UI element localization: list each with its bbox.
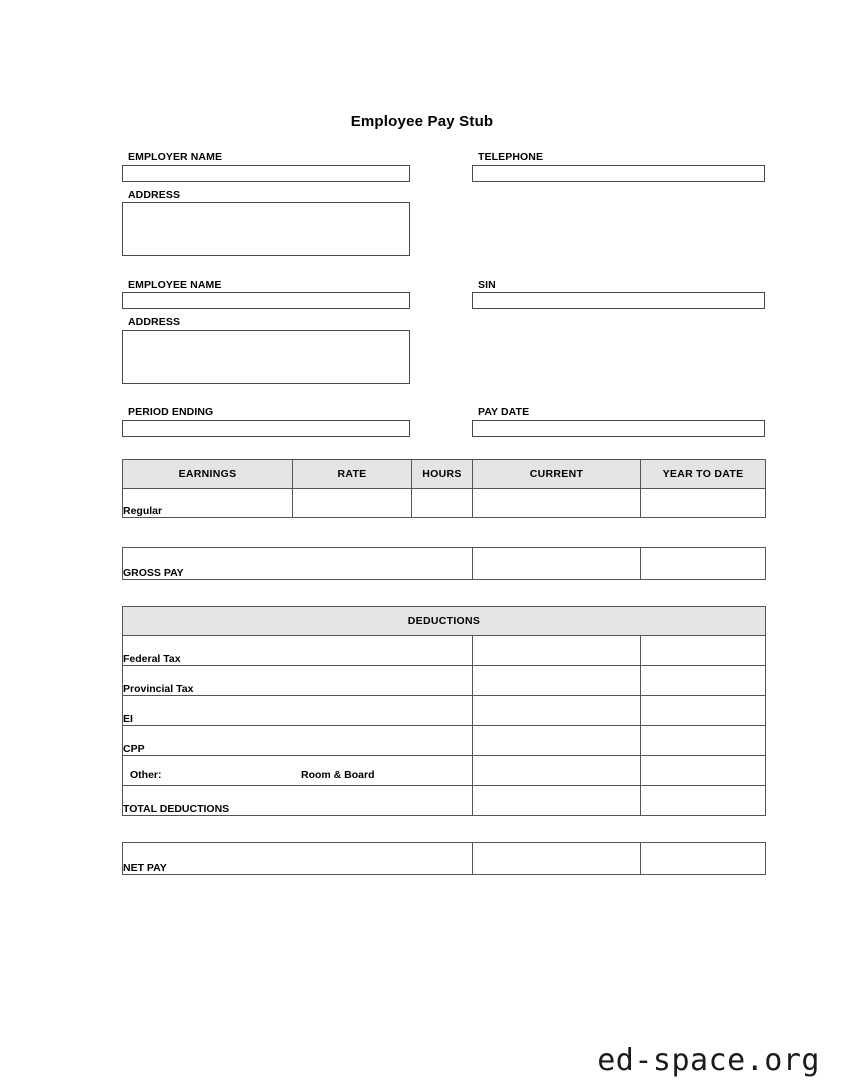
- deduction-cell-ytd[interactable]: [641, 756, 766, 786]
- deduction-cell-current[interactable]: [473, 636, 641, 666]
- period-ending-input[interactable]: [123, 424, 409, 439]
- earnings-ytd-input[interactable]: [641, 489, 765, 517]
- earnings-col-rate: RATE: [293, 460, 412, 489]
- field-employee-name[interactable]: [122, 292, 410, 309]
- ei-current-input[interactable]: [473, 696, 640, 725]
- deduction-cell-current[interactable]: [473, 756, 641, 786]
- federal-tax-current-input[interactable]: [473, 636, 640, 665]
- table-row-total: [123, 786, 766, 816]
- table-row: [123, 489, 766, 518]
- sin-input[interactable]: [473, 296, 764, 311]
- label-employer-name: EMPLOYER NAME: [128, 151, 223, 163]
- deduction-label-provincial-tax: Provincial Tax: [123, 666, 473, 696]
- earnings-cell-rate[interactable]: [293, 489, 412, 518]
- label-employee-name: EMPLOYEE NAME: [128, 279, 222, 291]
- deduction-label-federal-tax: Federal Tax: [123, 636, 473, 666]
- net-pay-ytd-input[interactable]: [641, 843, 765, 874]
- net-pay-label: NET PAY: [123, 843, 473, 875]
- label-period-ending: PERIOD ENDING: [128, 406, 214, 418]
- employee-address-input[interactable]: [123, 331, 409, 383]
- earnings-col-earnings: EARNINGS: [123, 460, 293, 489]
- deduction-cell-ytd[interactable]: [641, 666, 766, 696]
- field-employee-address[interactable]: [122, 330, 410, 384]
- net-pay-row: [123, 843, 766, 875]
- page-title: Employee Pay Stub: [350, 113, 494, 130]
- gross-pay-cell-current[interactable]: [473, 548, 641, 580]
- gross-pay-table: [122, 547, 766, 580]
- table-row: [123, 636, 766, 666]
- gross-pay-ytd-input[interactable]: [641, 548, 765, 579]
- net-pay-cell-ytd[interactable]: [641, 843, 766, 875]
- label-telephone: TELEPHONE: [478, 151, 544, 163]
- site-watermark: ed-space.org: [597, 1043, 820, 1078]
- deduction-cell-current[interactable]: [473, 666, 641, 696]
- telephone-input[interactable]: [473, 169, 764, 184]
- cpp-ytd-input[interactable]: [641, 726, 765, 755]
- deduction-label-total: TOTAL DEDUCTIONS: [123, 786, 473, 816]
- earnings-header-row: [123, 460, 766, 489]
- deduction-cell-current[interactable]: [473, 726, 641, 756]
- earnings-cell-current[interactable]: [473, 489, 641, 518]
- cpp-current-input[interactable]: [473, 726, 640, 755]
- gross-pay-cell-ytd[interactable]: [641, 548, 766, 580]
- field-telephone[interactable]: [472, 165, 765, 182]
- total-deductions-current-input[interactable]: [473, 786, 640, 815]
- field-pay-date[interactable]: [472, 420, 765, 437]
- deduction-cell-current[interactable]: [473, 696, 641, 726]
- label-sin: SIN: [478, 279, 496, 291]
- pay-date-input[interactable]: [473, 424, 764, 439]
- net-pay-current-input[interactable]: [473, 843, 640, 874]
- earnings-col-hours: HOURS: [412, 460, 473, 489]
- other-ytd-input[interactable]: [641, 756, 765, 785]
- deduction-label-ei: EI: [123, 696, 473, 726]
- deduction-cell-ytd[interactable]: [641, 726, 766, 756]
- earnings-col-ytd: YEAR TO DATE: [641, 460, 766, 489]
- federal-tax-ytd-input[interactable]: [641, 636, 765, 665]
- earnings-cell-hours[interactable]: [412, 489, 473, 518]
- deduction-detail-other: Room & Board: [301, 769, 375, 781]
- deductions-header-row: [123, 607, 766, 636]
- earnings-col-current: CURRENT: [473, 460, 641, 489]
- gross-pay-current-input[interactable]: [473, 548, 640, 579]
- deduction-other-cell: [123, 756, 473, 786]
- label-employee-address: ADDRESS: [128, 316, 181, 328]
- employee-name-input[interactable]: [123, 296, 409, 311]
- table-row: [123, 696, 766, 726]
- net-pay-cell-current[interactable]: [473, 843, 641, 875]
- provincial-tax-ytd-input[interactable]: [641, 666, 765, 695]
- employer-address-input[interactable]: [123, 203, 409, 255]
- employer-name-input[interactable]: [123, 169, 409, 184]
- earnings-cell-ytd[interactable]: [641, 489, 766, 518]
- earnings-rate-input[interactable]: [293, 489, 411, 517]
- table-row-other: [123, 756, 766, 786]
- deduction-cell-ytd[interactable]: [641, 636, 766, 666]
- gross-pay-label: GROSS PAY: [123, 548, 473, 580]
- field-employer-address[interactable]: [122, 202, 410, 256]
- gross-pay-row: [123, 548, 766, 580]
- earnings-hours-input[interactable]: [412, 489, 472, 517]
- deduction-total-cell-ytd[interactable]: [641, 786, 766, 816]
- label-employer-address: ADDRESS: [128, 189, 181, 201]
- net-pay-table: [122, 842, 766, 875]
- deduction-label-other: Other:: [130, 769, 162, 781]
- total-deductions-ytd-input[interactable]: [641, 786, 765, 815]
- provincial-tax-current-input[interactable]: [473, 666, 640, 695]
- field-sin[interactable]: [472, 292, 765, 309]
- earnings-table: [122, 459, 766, 518]
- other-current-input[interactable]: [473, 756, 640, 785]
- deduction-cell-ytd[interactable]: [641, 696, 766, 726]
- table-row: [123, 726, 766, 756]
- deductions-title: DEDUCTIONS: [123, 607, 766, 636]
- other-row-wrapper: [123, 756, 472, 785]
- earnings-row-label-regular: Regular: [123, 489, 293, 518]
- field-employer-name[interactable]: [122, 165, 410, 182]
- ei-ytd-input[interactable]: [641, 696, 765, 725]
- field-period-ending[interactable]: [122, 420, 410, 437]
- deductions-table: [122, 606, 766, 816]
- table-row: [123, 666, 766, 696]
- deduction-label-cpp: CPP: [123, 726, 473, 756]
- label-pay-date: PAY DATE: [478, 406, 530, 418]
- deduction-total-cell-current[interactable]: [473, 786, 641, 816]
- earnings-current-input[interactable]: [473, 489, 640, 517]
